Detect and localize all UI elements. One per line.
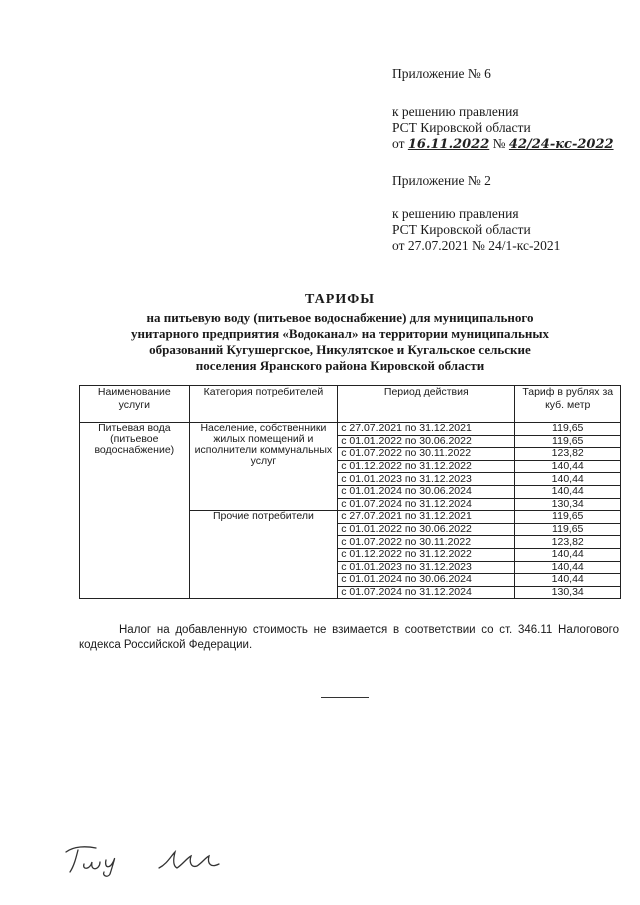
period-cell: с 01.07.2022 по 30.11.2022	[338, 448, 515, 461]
decision2-line-2: РСТ Кировской области	[392, 222, 531, 237]
period-cell: с 01.01.2023 по 31.12.2023	[338, 561, 515, 574]
period-cell: с 01.01.2024 по 30.06.2024	[338, 485, 515, 498]
appendix-2-decision	[392, 206, 560, 254]
appendix-2-title	[392, 173, 491, 189]
handwritten-signature	[60, 838, 130, 878]
vat-note	[79, 623, 619, 653]
price-cell: 123,82	[515, 536, 621, 549]
price-cell: 140,44	[515, 460, 621, 473]
price-cell: 140,44	[515, 574, 621, 587]
price-cell: 140,44	[515, 561, 621, 574]
category-cell-population: Население, собственники жилых помещений и исполнители коммунальных услуг	[189, 423, 338, 511]
period-cell: с 01.07.2024 по 31.12.2024	[338, 498, 515, 511]
document-heading	[100, 292, 580, 374]
appendix-6-label: Приложение № 6	[392, 66, 491, 81]
header-period: Период действия	[338, 386, 515, 423]
price-cell: 119,65	[515, 523, 621, 536]
decision-line-3	[392, 136, 614, 153]
table-row	[80, 423, 621, 436]
price-cell: 140,44	[515, 548, 621, 561]
period-cell: с 27.07.2021 по 31.12.2021	[338, 423, 515, 436]
price-cell: 119,65	[515, 511, 621, 524]
period-cell: с 01.07.2024 по 31.12.2024	[338, 586, 515, 599]
divider-line	[321, 697, 369, 698]
decision2-line-1: к решению правления	[392, 206, 519, 221]
period-cell: с 01.01.2024 по 30.06.2024	[338, 574, 515, 587]
price-cell: 119,65	[515, 435, 621, 448]
period-cell: с 01.07.2022 по 30.11.2022	[338, 536, 515, 549]
price-cell: 123,82	[515, 448, 621, 461]
handwritten-date: 16.11.2022	[407, 137, 490, 152]
period-cell: с 27.07.2021 по 31.12.2021	[338, 511, 515, 524]
service-name-cell: Питьевая вода (питьевое водоснабжение)	[80, 423, 190, 599]
heading-line: унитарного предприятия «Водоканал» на территории муниципальных	[131, 326, 549, 341]
tariff-table	[79, 385, 621, 599]
category-cell-other: Прочие потребители	[189, 511, 338, 599]
period-cell: с 01.12.2022 по 31.12.2022	[338, 460, 515, 473]
appendix-6-decision	[392, 104, 614, 153]
price-cell: 119,65	[515, 423, 621, 436]
handwritten-initials	[155, 838, 235, 878]
period-cell: с 01.01.2022 по 30.06.2022	[338, 435, 515, 448]
price-cell: 140,44	[515, 473, 621, 486]
vat-note-text: Налог на добавленную стоимость не взимается в соответствии со ст. 346.11 Налогового кодекса Российской Федерации.	[79, 624, 619, 651]
handwritten-number: 42/24-кс-2022	[508, 137, 614, 152]
period-cell: с 01.12.2022 по 31.12.2022	[338, 548, 515, 561]
document-title: ТАРИФЫ	[305, 292, 375, 307]
price-cell: 130,34	[515, 586, 621, 599]
header-service: Наименование услуги	[80, 386, 190, 423]
decision2-line-3: от 27.07.2021 № 24/1-кс-2021	[392, 238, 561, 253]
from-label: от	[392, 136, 405, 151]
decision-line-1: к решению правления	[392, 104, 519, 119]
price-cell: 130,34	[515, 498, 621, 511]
appendix-6-title	[392, 66, 491, 82]
period-cell: с 01.01.2022 по 30.06.2022	[338, 523, 515, 536]
table-header-row	[80, 386, 621, 423]
price-cell: 140,44	[515, 485, 621, 498]
heading-line: на питьевую воду (питьевое водоснабжение) для муниципального	[146, 310, 534, 325]
number-label: №	[492, 136, 506, 151]
header-price: Тариф в рублях за куб. метр	[515, 386, 621, 423]
heading-line: образований Кугушергское, Никулятское и Кугальское сельские	[149, 342, 531, 357]
decision-line-2: РСТ Кировской области	[392, 120, 531, 135]
heading-line: поселения Яранского района Кировской области	[195, 358, 485, 373]
appendix-2-label: Приложение № 2	[392, 173, 491, 188]
header-category: Категория потребителей	[189, 386, 338, 423]
period-cell: с 01.01.2023 по 31.12.2023	[338, 473, 515, 486]
